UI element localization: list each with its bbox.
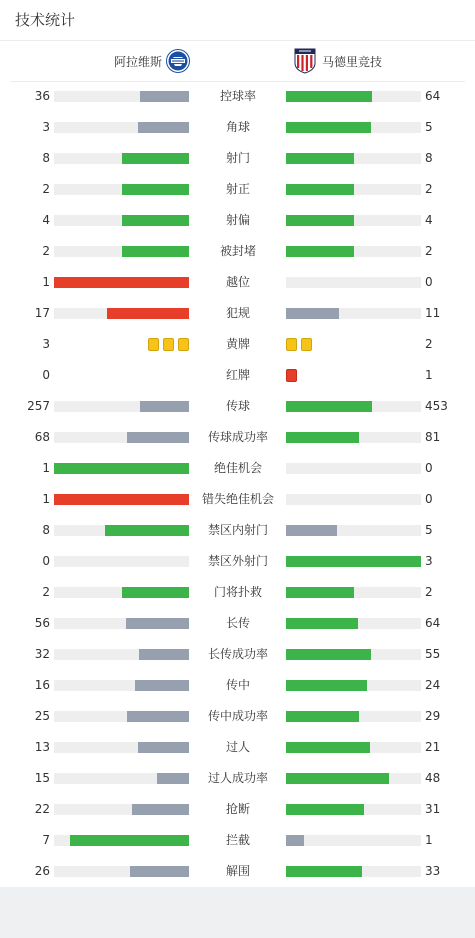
stat-label: 过人成功率: [207, 771, 268, 785]
stat-row: [0, 174, 475, 205]
stat-row: [0, 546, 475, 577]
stat-row: [0, 453, 475, 484]
home-team-header[interactable]: [114, 47, 190, 75]
away-stat-bar-fill: [286, 680, 367, 691]
home-stat-bar-fill: [140, 401, 189, 412]
home-stat-value: 26: [34, 864, 50, 878]
home-stat-value: 32: [34, 647, 50, 661]
stat-row: [0, 608, 475, 639]
home-stat-value: 0: [42, 368, 50, 382]
home-stat-bar-fill: [135, 680, 189, 691]
home-stat-bar-fill: [139, 649, 189, 660]
home-stat-bar: [54, 277, 189, 288]
home-stat-value: 2: [42, 182, 50, 196]
away-stat-bar: [286, 556, 421, 567]
stat-row: [0, 639, 475, 670]
home-stat-value: 16: [34, 678, 50, 692]
stat-label: 射门: [225, 151, 250, 165]
stat-label: 角球: [225, 120, 250, 134]
stat-row: [0, 825, 475, 856]
home-stat-value: 17: [34, 306, 50, 320]
stat-row: [0, 205, 475, 236]
stat-label: 射正: [225, 182, 250, 196]
stat-row: [0, 732, 475, 763]
away-stat-value: 3: [425, 554, 433, 568]
stat-row: [0, 329, 475, 360]
home-stat-bar-fill: [54, 463, 189, 474]
home-stat-value: 8: [42, 151, 50, 165]
away-stat-bar-fill: [286, 804, 364, 815]
away-stat-bar: [286, 432, 421, 443]
home-stat-bar-fill: [140, 91, 189, 102]
yellow-card-icon: [148, 338, 159, 351]
home-stat-bar: [54, 122, 189, 133]
away-stat-bar: [286, 122, 421, 133]
away-stat-bar: [286, 525, 421, 536]
away-stat-value: 1: [425, 833, 433, 847]
away-stat-value: 5: [425, 523, 433, 537]
yellow-card-icon: [163, 338, 174, 351]
away-stat-bar: [286, 463, 421, 474]
stat-row: [0, 763, 475, 794]
away-stat-value: 4: [425, 213, 433, 227]
stat-row: [0, 515, 475, 546]
home-stat-bar: [54, 246, 189, 257]
away-stat-value: 21: [425, 740, 441, 754]
away-stat-bar: [286, 246, 421, 257]
home-cards: [148, 338, 189, 351]
stat-label: 射偏: [225, 213, 250, 227]
away-stat-bar-fill: [286, 618, 358, 629]
home-stat-bar: [54, 804, 189, 815]
away-stat-bar-fill: [286, 525, 337, 536]
home-stat-bar-fill: [122, 153, 190, 164]
home-stat-bar-fill: [157, 773, 189, 784]
stat-row: [0, 670, 475, 701]
home-stat-value: 1: [42, 492, 50, 506]
away-stat-value: 2: [425, 337, 433, 351]
stat-row: [0, 298, 475, 329]
away-stat-value: 24: [425, 678, 441, 692]
home-stat-bar-fill: [122, 215, 190, 226]
home-stat-bar: [54, 711, 189, 722]
stat-label: 绝佳机会: [213, 461, 262, 475]
home-stat-value: 8: [42, 523, 50, 537]
red-card-icon: [286, 369, 297, 382]
away-stat-bar: [286, 153, 421, 164]
home-stat-bar: [54, 649, 189, 660]
home-stat-value: 22: [34, 802, 50, 816]
stat-row: [0, 794, 475, 825]
home-stat-bar: [54, 587, 189, 598]
away-stat-bar: [286, 742, 421, 753]
away-stat-value: 0: [425, 492, 433, 506]
stat-label: 传中: [225, 678, 250, 692]
away-stat-bar: [286, 184, 421, 195]
away-stat-bar-fill: [286, 184, 354, 195]
away-stat-bar: [286, 649, 421, 660]
home-team-name: 阿拉维斯: [113, 54, 162, 69]
stat-row: [0, 484, 475, 515]
away-stat-bar-fill: [286, 835, 304, 846]
home-stat-bar: [54, 463, 189, 474]
away-stat-bar-fill: [286, 91, 372, 102]
away-stat-bar: [286, 866, 421, 877]
away-stat-bar-fill: [286, 153, 354, 164]
stat-label: 黄牌: [225, 337, 250, 351]
away-cards: [286, 338, 312, 351]
home-stat-bar: [54, 773, 189, 784]
home-stat-value: 2: [42, 585, 50, 599]
stat-label: 拦截: [225, 833, 250, 847]
home-stat-bar: [54, 184, 189, 195]
home-stat-bar: [54, 618, 189, 629]
stat-row: [0, 81, 475, 112]
away-stat-value: 0: [425, 275, 433, 289]
away-stat-value: 5: [425, 120, 433, 134]
stat-label: 长传成功率: [207, 647, 268, 661]
away-stat-bar: [286, 494, 421, 505]
home-stat-bar: [54, 153, 189, 164]
home-stat-bar-fill: [127, 711, 189, 722]
away-stat-bar-fill: [286, 649, 371, 660]
stats-list: [0, 81, 475, 887]
away-stat-value: 64: [425, 616, 441, 630]
stat-label: 解围: [225, 864, 250, 878]
stat-row: [0, 391, 475, 422]
away-stat-value: 8: [425, 151, 433, 165]
stat-row: [0, 112, 475, 143]
home-stat-value: 13: [34, 740, 50, 754]
home-stat-bar-fill: [122, 184, 190, 195]
away-stat-bar: [286, 680, 421, 691]
home-stat-bar: [54, 556, 189, 567]
home-stat-bar-fill: [70, 835, 189, 846]
home-stat-bar: [54, 432, 189, 443]
yellow-card-icon: [178, 338, 189, 351]
away-stat-bar: [286, 711, 421, 722]
away-stat-bar: [286, 277, 421, 288]
home-stat-bar-fill: [138, 122, 189, 133]
home-stat-value: 0: [42, 554, 50, 568]
stat-label: 被封堵: [219, 244, 256, 258]
home-stat-value: 36: [34, 89, 50, 103]
away-stat-bar-fill: [286, 587, 354, 598]
away-stat-bar: [286, 804, 421, 815]
away-stat-bar-fill: [286, 556, 421, 567]
home-stat-value: 15: [34, 771, 50, 785]
stat-label: 传中成功率: [207, 709, 268, 723]
away-stat-value: 33: [425, 864, 441, 878]
away-stat-value: 2: [425, 182, 433, 196]
home-stat-bar-fill: [132, 804, 189, 815]
home-stat-value: 25: [34, 709, 50, 723]
home-stat-bar: [54, 680, 189, 691]
home-stat-value: 4: [42, 213, 50, 227]
home-stat-bar: [54, 835, 189, 846]
away-stat-bar-fill: [286, 711, 359, 722]
away-stat-value: 1: [425, 368, 433, 382]
stat-row: [0, 856, 475, 887]
alaves-crest-icon: [166, 48, 190, 74]
home-stat-bar-fill: [127, 432, 189, 443]
yellow-card-icon: [286, 338, 297, 351]
away-stat-bar: [286, 308, 421, 319]
home-stat-bar-fill: [105, 525, 189, 536]
away-stat-bar-fill: [286, 742, 370, 753]
stat-row: [0, 267, 475, 298]
away-stat-bar-fill: [286, 308, 339, 319]
home-stat-bar-fill: [54, 277, 189, 288]
away-stat-bar: [286, 835, 421, 846]
home-stat-value: 56: [34, 616, 50, 630]
stat-label: 过人: [225, 740, 250, 754]
stat-label: 犯规: [225, 306, 250, 320]
atletico-crest-icon: [293, 48, 317, 74]
home-stat-value: 68: [34, 430, 50, 444]
stat-label: 抢断: [225, 802, 250, 816]
stat-label: 越位: [225, 275, 250, 289]
away-stat-bar-fill: [286, 773, 389, 784]
stat-label: 门将扑救: [213, 585, 262, 599]
away-stat-value: 64: [425, 89, 441, 103]
page-title: 技术统计: [15, 11, 76, 29]
away-stat-bar-fill: [286, 866, 362, 877]
away-stat-value: 81: [425, 430, 441, 444]
away-stat-value: 2: [425, 244, 433, 258]
away-stat-bar: [286, 215, 421, 226]
home-stat-value: 3: [42, 337, 50, 351]
stat-label: 错失绝佳机会: [201, 492, 274, 506]
away-stat-bar: [286, 587, 421, 598]
away-stat-value: 11: [425, 306, 441, 320]
home-stat-bar: [54, 215, 189, 226]
away-stat-bar-fill: [286, 246, 354, 257]
away-stat-value: 453: [425, 399, 448, 413]
home-stat-bar-fill: [54, 494, 189, 505]
stat-row: [0, 701, 475, 732]
home-stat-bar: [54, 308, 189, 319]
yellow-card-icon: [301, 338, 312, 351]
stat-label: 长传: [225, 616, 250, 630]
away-stat-bar: [286, 618, 421, 629]
home-stat-bar: [54, 91, 189, 102]
divider: [0, 40, 475, 41]
away-stat-bar-fill: [286, 432, 359, 443]
home-stat-value: 1: [42, 461, 50, 475]
stat-row: [0, 360, 475, 391]
home-stat-bar-fill: [122, 587, 190, 598]
home-stat-bar: [54, 866, 189, 877]
away-stat-value: 0: [425, 461, 433, 475]
stat-row: [0, 236, 475, 267]
away-cards: [286, 369, 297, 382]
away-stat-bar: [286, 401, 421, 412]
away-team-header[interactable]: [293, 47, 382, 75]
stat-label: 禁区外射门: [207, 554, 268, 568]
home-stat-value: 1: [42, 275, 50, 289]
away-stat-bar: [286, 773, 421, 784]
away-stat-value: 55: [425, 647, 441, 661]
home-stat-bar: [54, 401, 189, 412]
away-stat-bar-fill: [286, 401, 372, 412]
home-stat-value: 2: [42, 244, 50, 258]
away-stat-value: 2: [425, 585, 433, 599]
stat-label: 控球率: [219, 89, 256, 103]
home-stat-bar-fill: [138, 742, 189, 753]
home-stat-value: 257: [27, 399, 50, 413]
away-team-name: 马德里竞技: [322, 54, 383, 69]
away-stat-bar: [286, 91, 421, 102]
home-stat-value: 3: [42, 120, 50, 134]
stat-label: 传球: [225, 399, 250, 413]
away-stat-bar-fill: [286, 215, 354, 226]
away-stat-value: 48: [425, 771, 441, 785]
home-stat-bar-fill: [126, 618, 189, 629]
away-stat-bar-fill: [286, 122, 371, 133]
home-stat-bar-fill: [107, 308, 189, 319]
home-stat-bar-fill: [122, 246, 190, 257]
stat-label: 红牌: [225, 368, 250, 382]
stat-row: [0, 577, 475, 608]
stat-label: 禁区内射门: [207, 523, 268, 537]
away-stat-value: 31: [425, 802, 441, 816]
home-stat-bar: [54, 494, 189, 505]
home-stat-bar: [54, 742, 189, 753]
home-stat-bar-fill: [130, 866, 189, 877]
stat-row: [0, 143, 475, 174]
away-stat-value: 29: [425, 709, 441, 723]
stat-row: [0, 422, 475, 453]
home-stat-bar: [54, 525, 189, 536]
stat-label: 传球成功率: [207, 430, 268, 444]
home-stat-value: 7: [42, 833, 50, 847]
